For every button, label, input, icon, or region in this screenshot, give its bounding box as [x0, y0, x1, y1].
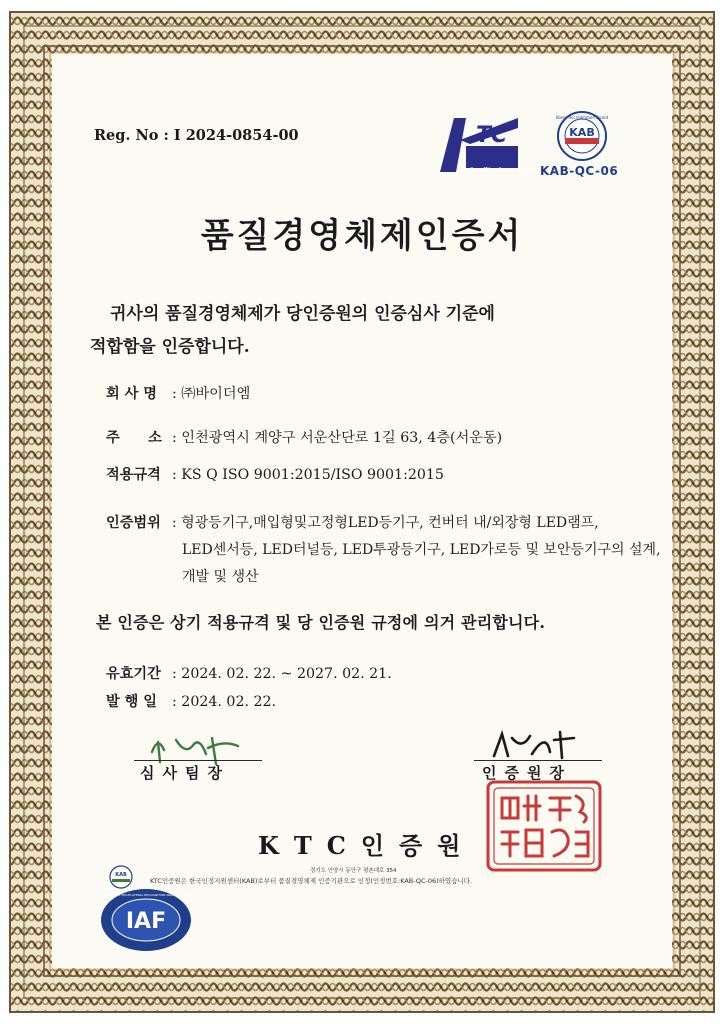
certification-statement [90, 298, 630, 364]
scope-line-3: 개발 및 생산 [182, 569, 259, 585]
issue-value: : 2024. 02. 22. [172, 694, 277, 710]
certificate-title: 품질경영체제인증서 [200, 216, 524, 256]
validity-row [106, 663, 392, 683]
address-label: 주 소 [106, 430, 162, 446]
accreditation-footnote: KTC인증원은 한국인정지원센터(KAB)로부터 품질경영체제 인증기관으로 인정(인정번호:KAB-QC-06)하였습니다. [150, 877, 473, 885]
organization-address: 경기도 안양시 동안구 평촌대로 354 [310, 868, 397, 874]
left-signature-line [134, 760, 262, 761]
director-title: 인증원장 [482, 764, 572, 782]
ktc-logo-text: TC [476, 123, 508, 148]
scope-line-2: LED센서등, LED터널등, LED투광등기구, LED가로등 및 보안등기구의 설계, [182, 542, 661, 558]
kab-logo-text: KAB [569, 126, 595, 139]
intro-line-1: 귀사의 품질경영체제가 당인증원의 인증심사 기준에 [110, 304, 495, 324]
company-label: 회 사 명 [106, 386, 157, 402]
registration-number: Reg. No : I 2024-0854-00 [94, 127, 299, 144]
director-signature [488, 728, 580, 762]
address-row [106, 427, 502, 447]
standard-label: 적용규격 [106, 467, 161, 483]
kab-logo-ring-text: Korea Accreditation Board [555, 115, 609, 120]
scope-label: 인증범위 [106, 515, 161, 531]
scope-line-1: : 형광등기구,매입형및고정형LED등기구, 컨버터 내/외장형 LED램프, [172, 515, 599, 531]
organization-name: KTC인증원 [258, 831, 476, 860]
standard-row [106, 464, 444, 484]
management-statement: 본 인증은 상기 적용규격 및 당 인증원 규정에 의거 관리합니다. [96, 613, 546, 632]
scope-row [106, 512, 599, 532]
validity-value: : 2024. 02. 22. ~ 2027. 02. 21. [172, 666, 392, 682]
company-value: : ㈜바이더엠 [172, 386, 251, 402]
ktc-logo-subtext: Quality Assurance [469, 166, 536, 174]
kab-accreditation-code: KAB-QC-06 [540, 164, 619, 178]
right-signature-line [474, 760, 602, 761]
iaf-logo-text: IAF [125, 909, 167, 934]
iaf-logo [98, 886, 194, 954]
intro-line-2: 적합함을 인증합니다. [90, 337, 250, 357]
audit-leader-title: 심사팀장 [140, 764, 230, 782]
iaf-logo-ring-text: MEMBER OF MULTILATERAL RECOGNITION ARRANGEMENT [102, 893, 190, 897]
validity-label: 유효기간 [106, 666, 161, 682]
address-value: : 인천광역시 계양구 서운산단로 1길 63, 4층(서운동) [172, 430, 503, 446]
official-seal-image [484, 778, 604, 874]
issue-date-row [106, 691, 276, 711]
kab-badge-text: KAB [115, 872, 127, 878]
standard-value: : KS Q ISO 9001:2015/ISO 9001:2015 [172, 467, 444, 483]
ktc-logo [436, 110, 536, 176]
issue-label: 발 행 일 [106, 694, 157, 710]
company-row [106, 383, 250, 403]
